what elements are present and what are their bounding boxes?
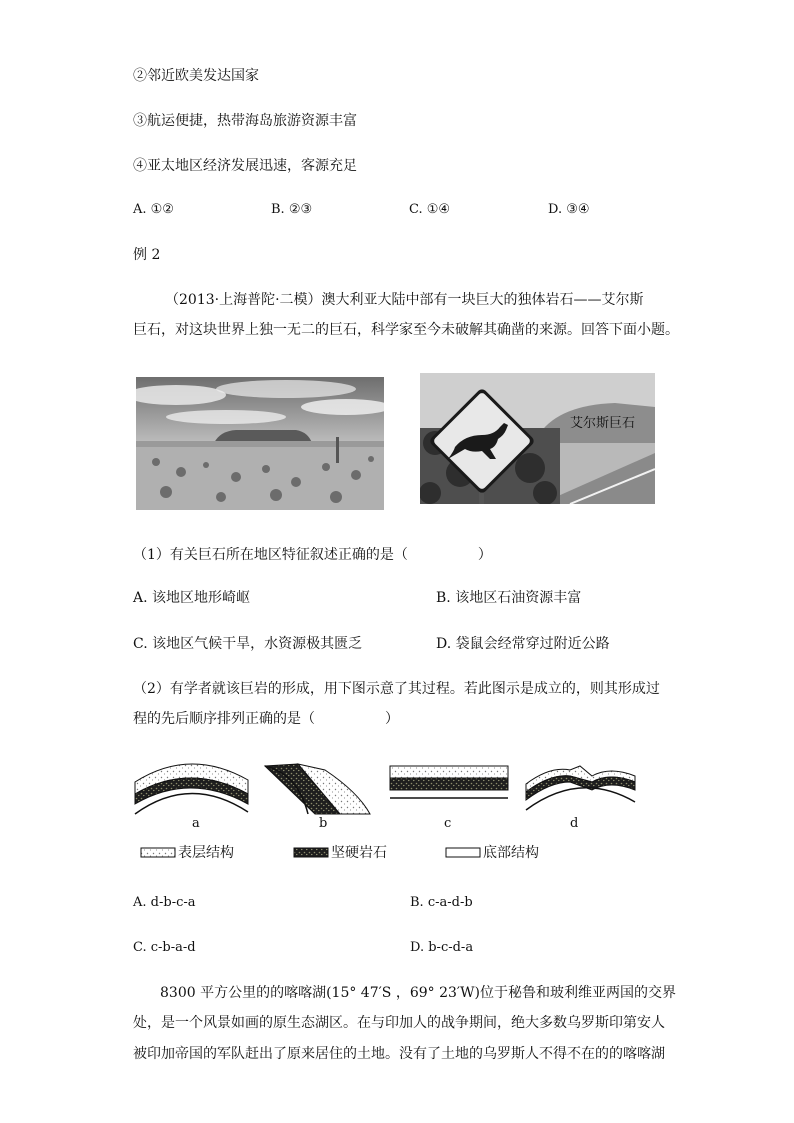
passage-line-2: 处，是一个风景如画的原生态湖区。在与印加人的战争期间，绝大多数乌罗斯印第安人 xyxy=(133,1015,665,1031)
example-label: 例 2 xyxy=(133,247,161,263)
diagram-a xyxy=(135,764,248,814)
option-c: C. ①④ xyxy=(409,202,451,217)
item-3: ③航运便捷，热带海岛旅游资源丰富 xyxy=(133,113,357,129)
q1-stem: （1）有关巨石所在地区特征叙述正确的是（ ） xyxy=(133,547,492,563)
q1-option-d: D. 袋鼠会经常穿过附近公路 xyxy=(436,636,610,652)
passage-line-1: 8300 平方公里的的喀喀湖(15° 47′S ，69° 23′W)位于秘鲁和玻利维亚两国的交界 xyxy=(160,985,676,1001)
diagram-label-c: c xyxy=(444,816,452,831)
q2-stem-2: 程的先后顺序排列正确的是（ ） xyxy=(133,711,399,727)
q2-option-d: D. b-c-d-a xyxy=(410,940,474,955)
uluru-photo xyxy=(136,377,384,510)
q2-option-a: A. d-b-c-a xyxy=(133,895,196,910)
diagram-label-d: d xyxy=(570,816,579,831)
option-d: D. ③④ xyxy=(548,202,590,217)
legend-base-label: 底部结构 xyxy=(483,845,539,861)
item-4: ④亚太地区经济发展迅速，客源充足 xyxy=(133,158,357,174)
legend-surface-label: 表层结构 xyxy=(178,845,234,861)
diagram-label-b: b xyxy=(319,816,328,831)
q1-option-a: A. 该地区地形崎岖 xyxy=(133,590,251,606)
q1-option-c: C. 该地区气候干旱，水资源极其匮乏 xyxy=(133,636,363,652)
option-b: B. ②③ xyxy=(271,202,313,217)
diagram-label-a: a xyxy=(192,816,200,831)
legend-hard-rock-swatch xyxy=(293,846,333,860)
intro-line-1: （2013·上海普陀·二模）澳大利亚大陆中部有一块巨大的独体岩石——艾尔斯 xyxy=(165,292,644,308)
q1-option-b: B. 该地区石油资源丰富 xyxy=(436,590,582,606)
q2-stem-1: （2）有学者就该巨岩的形成，用下图示意了其过程。若此图示是成立的，则其形成过 xyxy=(133,681,660,697)
diagram-d xyxy=(526,766,635,810)
ayers-rock-label: 艾尔斯巨石 xyxy=(570,415,636,430)
diagram-b xyxy=(265,764,370,814)
passage-line-3: 被印加帝国的军队赶出了原来居住的土地。没有了土地的乌罗斯人不得不在的的喀喀湖 xyxy=(133,1046,665,1062)
intro-line-2: 巨石，对这块世界上独一无二的巨石，科学家至今未破解其确凿的来源。回答下面小题。 xyxy=(133,322,679,338)
q2-option-b: B. c-a-d-b xyxy=(410,895,473,910)
q2-option-c: C. c-b-a-d xyxy=(133,940,196,955)
item-2: ②邻近欧美发达国家 xyxy=(133,68,259,84)
formation-diagrams xyxy=(130,752,660,832)
legend-base-swatch xyxy=(445,846,485,860)
diagram-c xyxy=(390,766,508,798)
kangaroo-sign-photo xyxy=(420,373,655,504)
legend-surface-swatch xyxy=(140,846,180,860)
legend-hard-rock-label: 坚硬岩石 xyxy=(331,845,387,861)
option-a: A. ①② xyxy=(133,202,174,217)
